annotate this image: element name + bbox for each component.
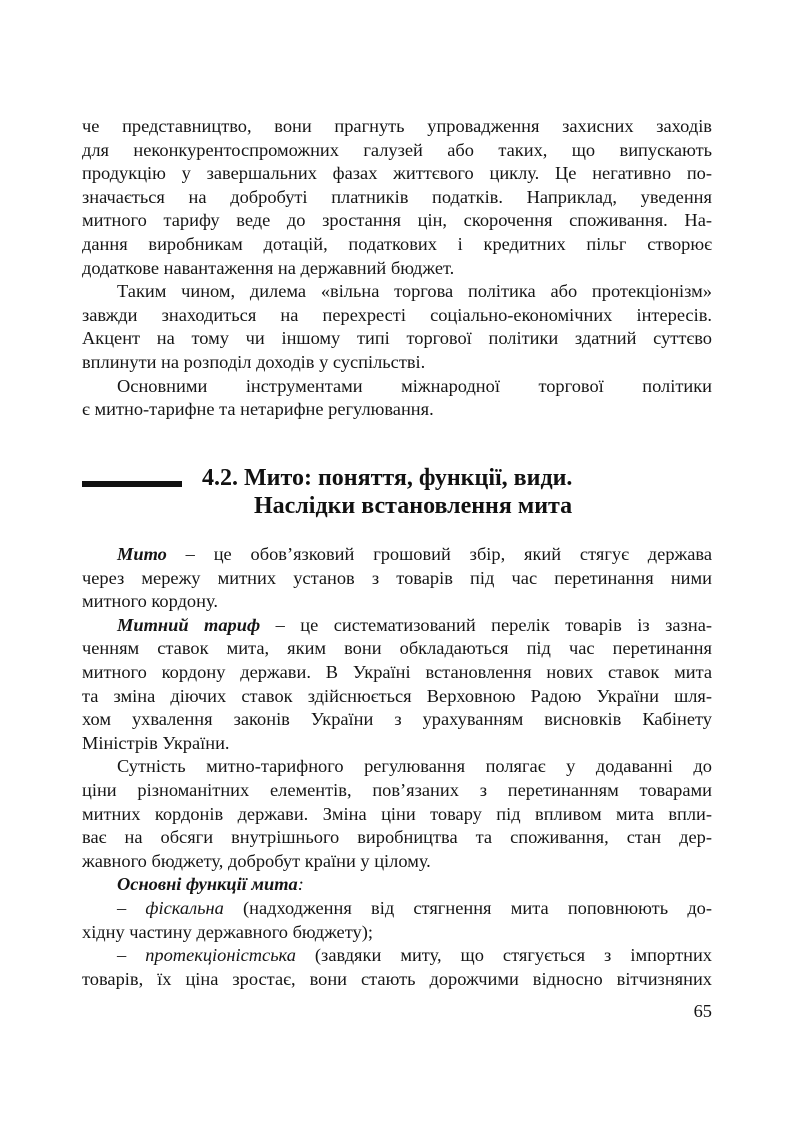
section-title: [202, 464, 702, 520]
text-line: митного кордону.: [82, 591, 218, 612]
text-line: дання виробникам дотацій, податкових і кредитних пільг створює: [82, 233, 712, 254]
text-fragment: (завдяки миту, що стягується з імпортних: [295, 945, 712, 966]
text-line: є митно-тарифне та нетарифне регулювання.: [82, 399, 434, 420]
text-line: митних кордонів держави. Зміна ціни товару під впливом мита впли-: [82, 803, 712, 824]
text-line: вплинути на розподіл доходів у суспільстві.: [82, 351, 426, 372]
functions-heading-colon: :: [297, 874, 304, 895]
page-number: 65: [693, 1001, 712, 1021]
text-fragment: – це обов’язковий грошовий збір, який стягує держава: [166, 544, 712, 564]
text-line: через мережу митних установ з товарів під час перетинання ними: [82, 567, 712, 588]
functions-heading: [82, 873, 712, 897]
text-line: для неконкурентоспроможних галузей або таких, що випускають: [82, 139, 712, 160]
text-line: [82, 897, 712, 921]
text-line: митного тарифу веде до зростання цін, скорочення споживання. На-: [82, 210, 712, 231]
text-line: Акцент на тому чи іншому типі торгової політики здатний суттєво: [82, 328, 712, 349]
text-line: хідну частину державного бюджету);: [82, 921, 373, 942]
text-line: Таким чином, дилема «вільна торгова політика або протекціонізм»: [117, 281, 712, 302]
functions-heading-text: Основні функції мита: [117, 874, 298, 895]
text-line: продукцію у завершальних фазах життєвого циклу. Це негативно по-: [82, 163, 712, 184]
text-line: че представництво, вони прагнуть упровадження захисних заходів: [82, 116, 712, 136]
text-fragment: (надходження від стягнення мита поповнюють до-: [223, 897, 712, 918]
text-fragment: – це систематизований перелік товарів із зазна-: [260, 614, 712, 635]
section-title-line-1: 4.2. Мито: поняття, функції, види.: [202, 465, 573, 491]
text-line: товарів, їх ціна зростає, вони стають дорожчими відносно вітчизняних: [82, 968, 712, 989]
text-line: [82, 614, 712, 638]
body-text: [82, 543, 712, 991]
text-line: ціни різноманітних елементів, пов’язаних з перетинанням товарами: [82, 779, 712, 800]
text-line: значається на добробуті платників податків. Наприклад, уведення: [82, 186, 712, 207]
text-line: митного кордону держави. В Україні встановлення нових ставок мита: [82, 661, 712, 682]
term-fiscal: фіскальна: [145, 897, 224, 918]
text-line: [82, 543, 712, 567]
text-line: хом ухвалення законів України з урахуванням висновків Кабінету: [82, 709, 712, 730]
text-line: Міністрів України.: [82, 732, 230, 753]
text-line: Сутність митно-тарифного регулювання полягає у додаванні до: [117, 756, 712, 777]
section-title-line-2: Наслідки встановлення мита: [254, 493, 573, 519]
text-line: Основними інструментами міжнародної торгової політики: [117, 375, 712, 396]
list-dash: –: [117, 897, 146, 918]
term-duty: Мито: [117, 544, 167, 564]
term-tariff: Митний тариф: [117, 614, 261, 635]
text-line: додаткове навантаження на державний бюджет.: [82, 257, 455, 278]
text-line: ває на обсяги внутрішнього виробництва та споживання, стан дер-: [82, 827, 712, 848]
text-line: ченням ставок мита, яким вони обкладаються під час перетинання: [82, 638, 712, 659]
intro-text: [82, 115, 712, 422]
text-line: [82, 944, 712, 968]
text-line: завжди знаходиться на перехресті соціально-економічних інтересів.: [82, 304, 712, 325]
list-dash: –: [117, 945, 146, 966]
term-protectionist: протекціоністська: [145, 945, 296, 966]
heading-bar-decoration: [82, 481, 182, 487]
text-line: та зміна діючих ставок здійснюється Верховною Радою України шля-: [82, 685, 712, 706]
text-line: жавного бюджету, добробут країни у цілому.: [82, 850, 431, 871]
section-heading: [82, 464, 712, 524]
